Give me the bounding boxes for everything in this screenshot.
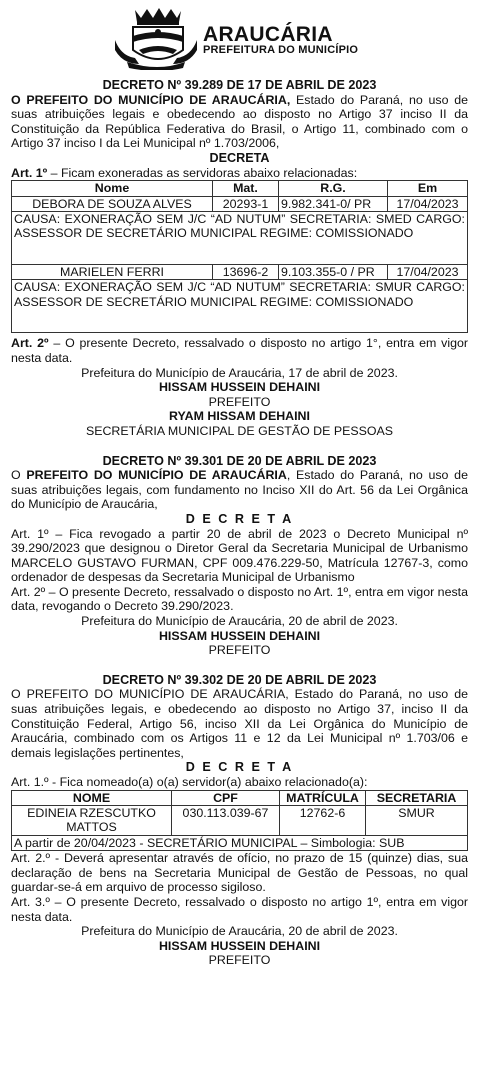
decree-1-signature-role: PREFEITO [208, 394, 271, 409]
table-header-row: Nome Mat. R.G. Em [12, 181, 468, 196]
table-row: DEBORA DE SOUZA ALVES 20293-1 9.982.341-0/ PR 17/04/2023 [12, 196, 468, 211]
table-row: EDINEIA RZESCUTKO MATTOS 030.113.039-67 12762-6 SMUR [12, 806, 468, 836]
table-header-row: NOME CPF MATRÍCULA SECRETARIA [12, 790, 468, 805]
header [0, 0, 479, 72]
decree-3-table [11, 790, 468, 852]
decree-3-title: DECRETO Nº 39.302 DE 20 DE ABRIL DE 2023 [102, 672, 377, 687]
decree-1-table [11, 180, 468, 333]
decree-3-signature-name: HISSAM HUSSEIN DEHAINI [158, 938, 321, 953]
decree-1-cosigner-name: RYAM HISSAM DEHAINI [169, 409, 310, 424]
municipal-coat-of-arms-icon [113, 6, 199, 70]
decree-3-decreta: D E C R E T A [185, 760, 294, 775]
decree-2-intro: O PREFEITO DO MUNICÍPIO DE ARAUCÁRIA, Estado do Paraná, no uso de suas atribuições legais, com fundamento no Inciso XII do Art. 56 da Lei Orgânica do Município de Araucária, [11, 468, 468, 512]
decree-1-decreta: DECRETA [209, 150, 270, 165]
decree-1-cosigner-role: SECRETÁRIA MUNICIPAL DE GESTÃO DE PESSOAS [85, 423, 394, 438]
decree-1-art2: Art. 2º – O presente Decreto, ressalvado o disposto no artigo 1°, entra em vigor nesta data. [11, 336, 469, 365]
decree-2-place-date: Prefeitura do Município de Araucária, 20 de abril de 2023. [81, 614, 398, 629]
decree-1-intro: O PREFEITO DO MUNICÍPIO DE ARAUCÁRIA, Estado do Paraná, no uso de suas atribuições legais e obedecendo ao disposto no Artigo 37 inciso II da Constituição da República Federativa do Brasil, o Artigo 11, combinado com o Artigo 37 inciso I da Lei Municipal nº 1.703/2006, [11, 92, 469, 151]
table-row-causa: CAUSA: EXONERAÇÃO SEM J/C “AD NUTUM” SECRETARIA: SMED CARGO: ASSESSOR DE SECRETÁRIO MUNICIPAL REGIME: COMISSIONADO [12, 211, 468, 264]
decree-1-place-date: Prefeitura do Município de Araucária, 17 de abril de 2023. [81, 365, 398, 380]
decree-3-art3: Art. 3.º – O presente Decreto, ressalvado o disposto no artigo 1º, entra em vigor nesta data. [11, 895, 468, 924]
brand-name: ARAUCÁRIA [203, 23, 333, 46]
decree-2-title: DECRETO Nº 39.301 DE 20 DE ABRIL DE 2023 [102, 453, 377, 468]
table-row-causa: CAUSA: EXONERAÇÃO SEM J/C “AD NUTUM” SECRETARIA: SMUR CARGO: ASSESSOR DE SECRETÁRIO MUNICIPAL REGIME: COMISSIONADO [12, 280, 468, 333]
decree-2-art2: Art. 2º – O presente Decreto, ressalvado o disposto no Art. 1º, entra em vigor nesta data, revogando o Decreto 39.290/2023. [11, 584, 468, 614]
decree-3-art1: Art. 1.º - Fica nomeado(a) o(a) servidor(a) abaixo relacionado(a): [11, 775, 368, 789]
table-row: MARIELEN FERRI 13696-2 9.103.355-0 / PR 17/04/2023 [12, 264, 468, 279]
decree-1-art1: Art. 1º – Ficam exoneradas as servidoras abaixo relacionadas: [11, 165, 358, 180]
decree-2-signature-name: HISSAM HUSSEIN DEHAINI [158, 628, 321, 643]
decree-2-signature-role: PREFEITO [208, 643, 271, 658]
decree-3-art2: Art. 2.º - Deverá apresentar através de ofício, no prazo de 15 (quinze) dias, sua declaração de bens na Secretaria Municipal de Gestão de Pessoas, no qual guardar-se-á em arquivo de processo sigiloso. [11, 851, 468, 895]
table-row-note: A partir de 20/04/2023 - SECRETÁRIO MUNICIPAL – Simbologia: SUB [12, 835, 468, 850]
decree-2-decreta: D E C R E T A [185, 511, 294, 526]
decree-2-art1: Art. 1º – Fica revogado a partir 20 de abril de 2023 o Decreto Municipal nº 39.290/2023 que designou o Diretor Geral da Secretaria Municipal de Urbanismo MARCELO GUSTAVO FURMAN, CPF 009.476.229-50, Matrícula 12767-3, como ordenador de despesas da Secretaria Municipal de Urbanismo [11, 526, 468, 585]
decree-3-place-date: Prefeitura do Município de Araucária, 20 de abril de 2023. [81, 924, 398, 939]
document-body [0, 72, 479, 968]
decree-3-signature-role: PREFEITO [208, 953, 271, 968]
brand-subtitle: PREFEITURA DO MUNICÍPIO [203, 44, 359, 56]
decree-1-signature-name: HISSAM HUSSEIN DEHAINI [158, 380, 321, 395]
decree-1-title: DECRETO Nº 39.289 DE 17 DE ABRIL DE 2023 [102, 78, 377, 92]
decree-3-intro: O PREFEITO DO MUNICÍPIO DE ARAUCÁRIA, Estado do Paraná, no uso de suas atribuições legais, e obedecendo ao disposto no Artigo 37, inciso II da Constituição Federal, Artigo 56, inciso XII da Lei Orgânica do Município de Araucária, combinado com os Artigos 11 e 12 da Lei Municipal nº 1.703/06 e demais legislações pertinentes, [11, 687, 468, 760]
